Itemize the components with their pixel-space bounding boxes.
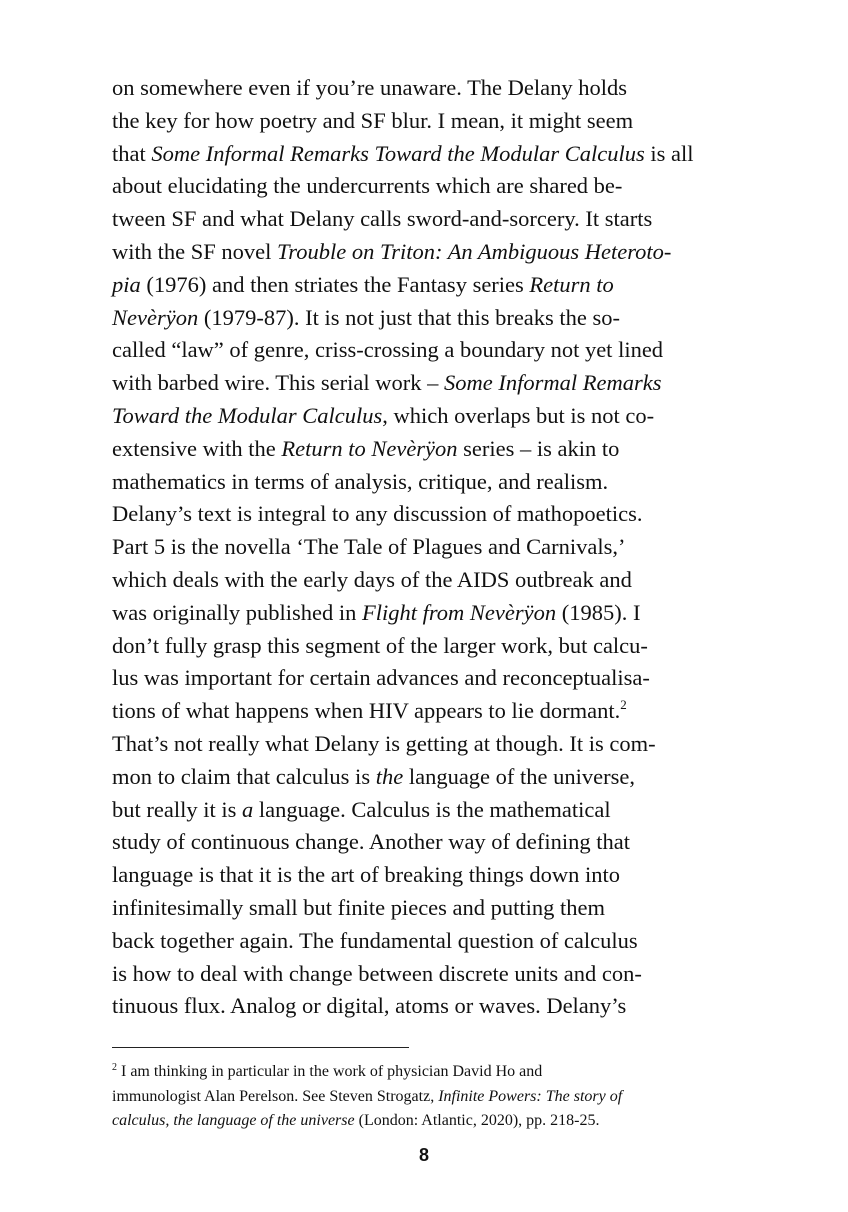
text-line: about elucidating the undercurrents which are shared be- xyxy=(112,173,623,199)
text-line: That’s not really what Delany is getting at though. It is com- xyxy=(112,730,656,756)
book-title: Flight from Nevèrÿon xyxy=(361,599,557,625)
text-line: infinitesimally small but finite pieces and putting them xyxy=(112,894,606,920)
text-line: on somewhere even if you’re unaware. The Delany holds xyxy=(112,75,628,100)
text-line: Delany’s text is integral to any discussion of mathopoetics. xyxy=(112,501,643,527)
text-line: called “law” of genre, criss-crossing a boundary not yet lined xyxy=(112,337,664,363)
book-title: calculus, the language of the universe xyxy=(112,1112,355,1129)
text-line: mathematics in terms of analysis, critique, and realism. xyxy=(112,468,609,494)
text-line: Part 5 is the novella ‘The Tale of Plagues and Carnivals,’ xyxy=(112,534,626,560)
book-title: Some Informal Remarks Toward the Modular Calculus xyxy=(151,140,645,166)
text-line: tions of what happens when HIV appears to lie dormant.$^2$ xyxy=(112,697,627,724)
footnote-separator xyxy=(112,1047,409,1048)
text-line: was originally published in Flight from Nevèrÿon (1985). I xyxy=(112,599,641,625)
text-line: the key for how poetry and SF blur. I mean, it might seem xyxy=(112,107,634,133)
footnote xyxy=(112,1060,752,1134)
text-line: which deals with the early days of the AIDS outbreak and xyxy=(112,566,632,592)
footnote-number: 2 xyxy=(112,1062,117,1073)
text-line: that Some Informal Remarks Toward the Modular Calculus is all xyxy=(112,140,694,166)
text-line: Toward the Modular Calculus, which overlaps but is not co- xyxy=(112,402,655,428)
footnote-reference[interactable]: 2 xyxy=(620,697,627,713)
text-line: with barbed wire. This serial work – Some Informal Remarks xyxy=(112,370,662,396)
book-title: Return to xyxy=(529,271,614,297)
emphasis: the xyxy=(375,763,404,789)
text-line: pia (1976) and then striates the Fantasy series Return to xyxy=(112,271,614,297)
text-line: is how to deal with change between discrete units and con- xyxy=(112,960,642,986)
footnote-line: calculus, the language of the universe (London: Atlantic, 2020), pp. 218-25. xyxy=(112,1112,600,1129)
text-line: mon to claim that calculus is the language of the universe, xyxy=(112,763,635,789)
book-title: Infinite Powers: The story of xyxy=(438,1087,623,1105)
text-line: language is that it is the art of breaking things down into xyxy=(112,862,621,888)
text-line: lus was important for certain advances and reconceptualisa- xyxy=(112,665,650,691)
book-title: Some Informal Remarks xyxy=(444,370,662,396)
page-number: 8 xyxy=(418,1145,429,1165)
text-line: extensive with the Return to Nevèrÿon series – is akin to xyxy=(112,435,620,461)
book-title: pia xyxy=(112,271,141,297)
book-title: Toward the Modular Calculus xyxy=(112,402,383,428)
text-line: but really it is a language. Calculus is the mathematical xyxy=(112,796,611,822)
body-text xyxy=(112,72,752,1023)
book-title: Trouble on Triton: An Ambiguous Heteroto- xyxy=(277,238,672,264)
book-title: Return to Nevèrÿon xyxy=(281,435,458,461)
text-line: don’t fully grasp this segment of the larger work, but calcu- xyxy=(112,632,648,658)
text-line: study of continuous change. Another way of defining that xyxy=(112,829,631,855)
text-line: tinuous flux. Analog or digital, atoms or waves. Delany’s xyxy=(112,993,627,1019)
footnote-line: immunologist Alan Perelson. See Steven Strogatz, Infinite Powers: The story of xyxy=(112,1087,623,1105)
emphasis: a xyxy=(241,796,254,822)
text-line: back together again. The fundamental question of calculus xyxy=(112,927,638,953)
text-line: tween SF and what Delany calls sword-and-sorcery. It starts xyxy=(112,206,653,232)
text-line: Nevèrÿon (1979-87). It is not just that this breaks the so- xyxy=(112,304,621,330)
text-line: with the SF novel Trouble on Triton: An Ambiguous Heteroto- xyxy=(112,238,672,264)
book-title: Nevèrÿon xyxy=(112,304,199,330)
footnote-line: $^2$ I am thinking in particular in the work of physician David Ho and xyxy=(112,1062,543,1080)
